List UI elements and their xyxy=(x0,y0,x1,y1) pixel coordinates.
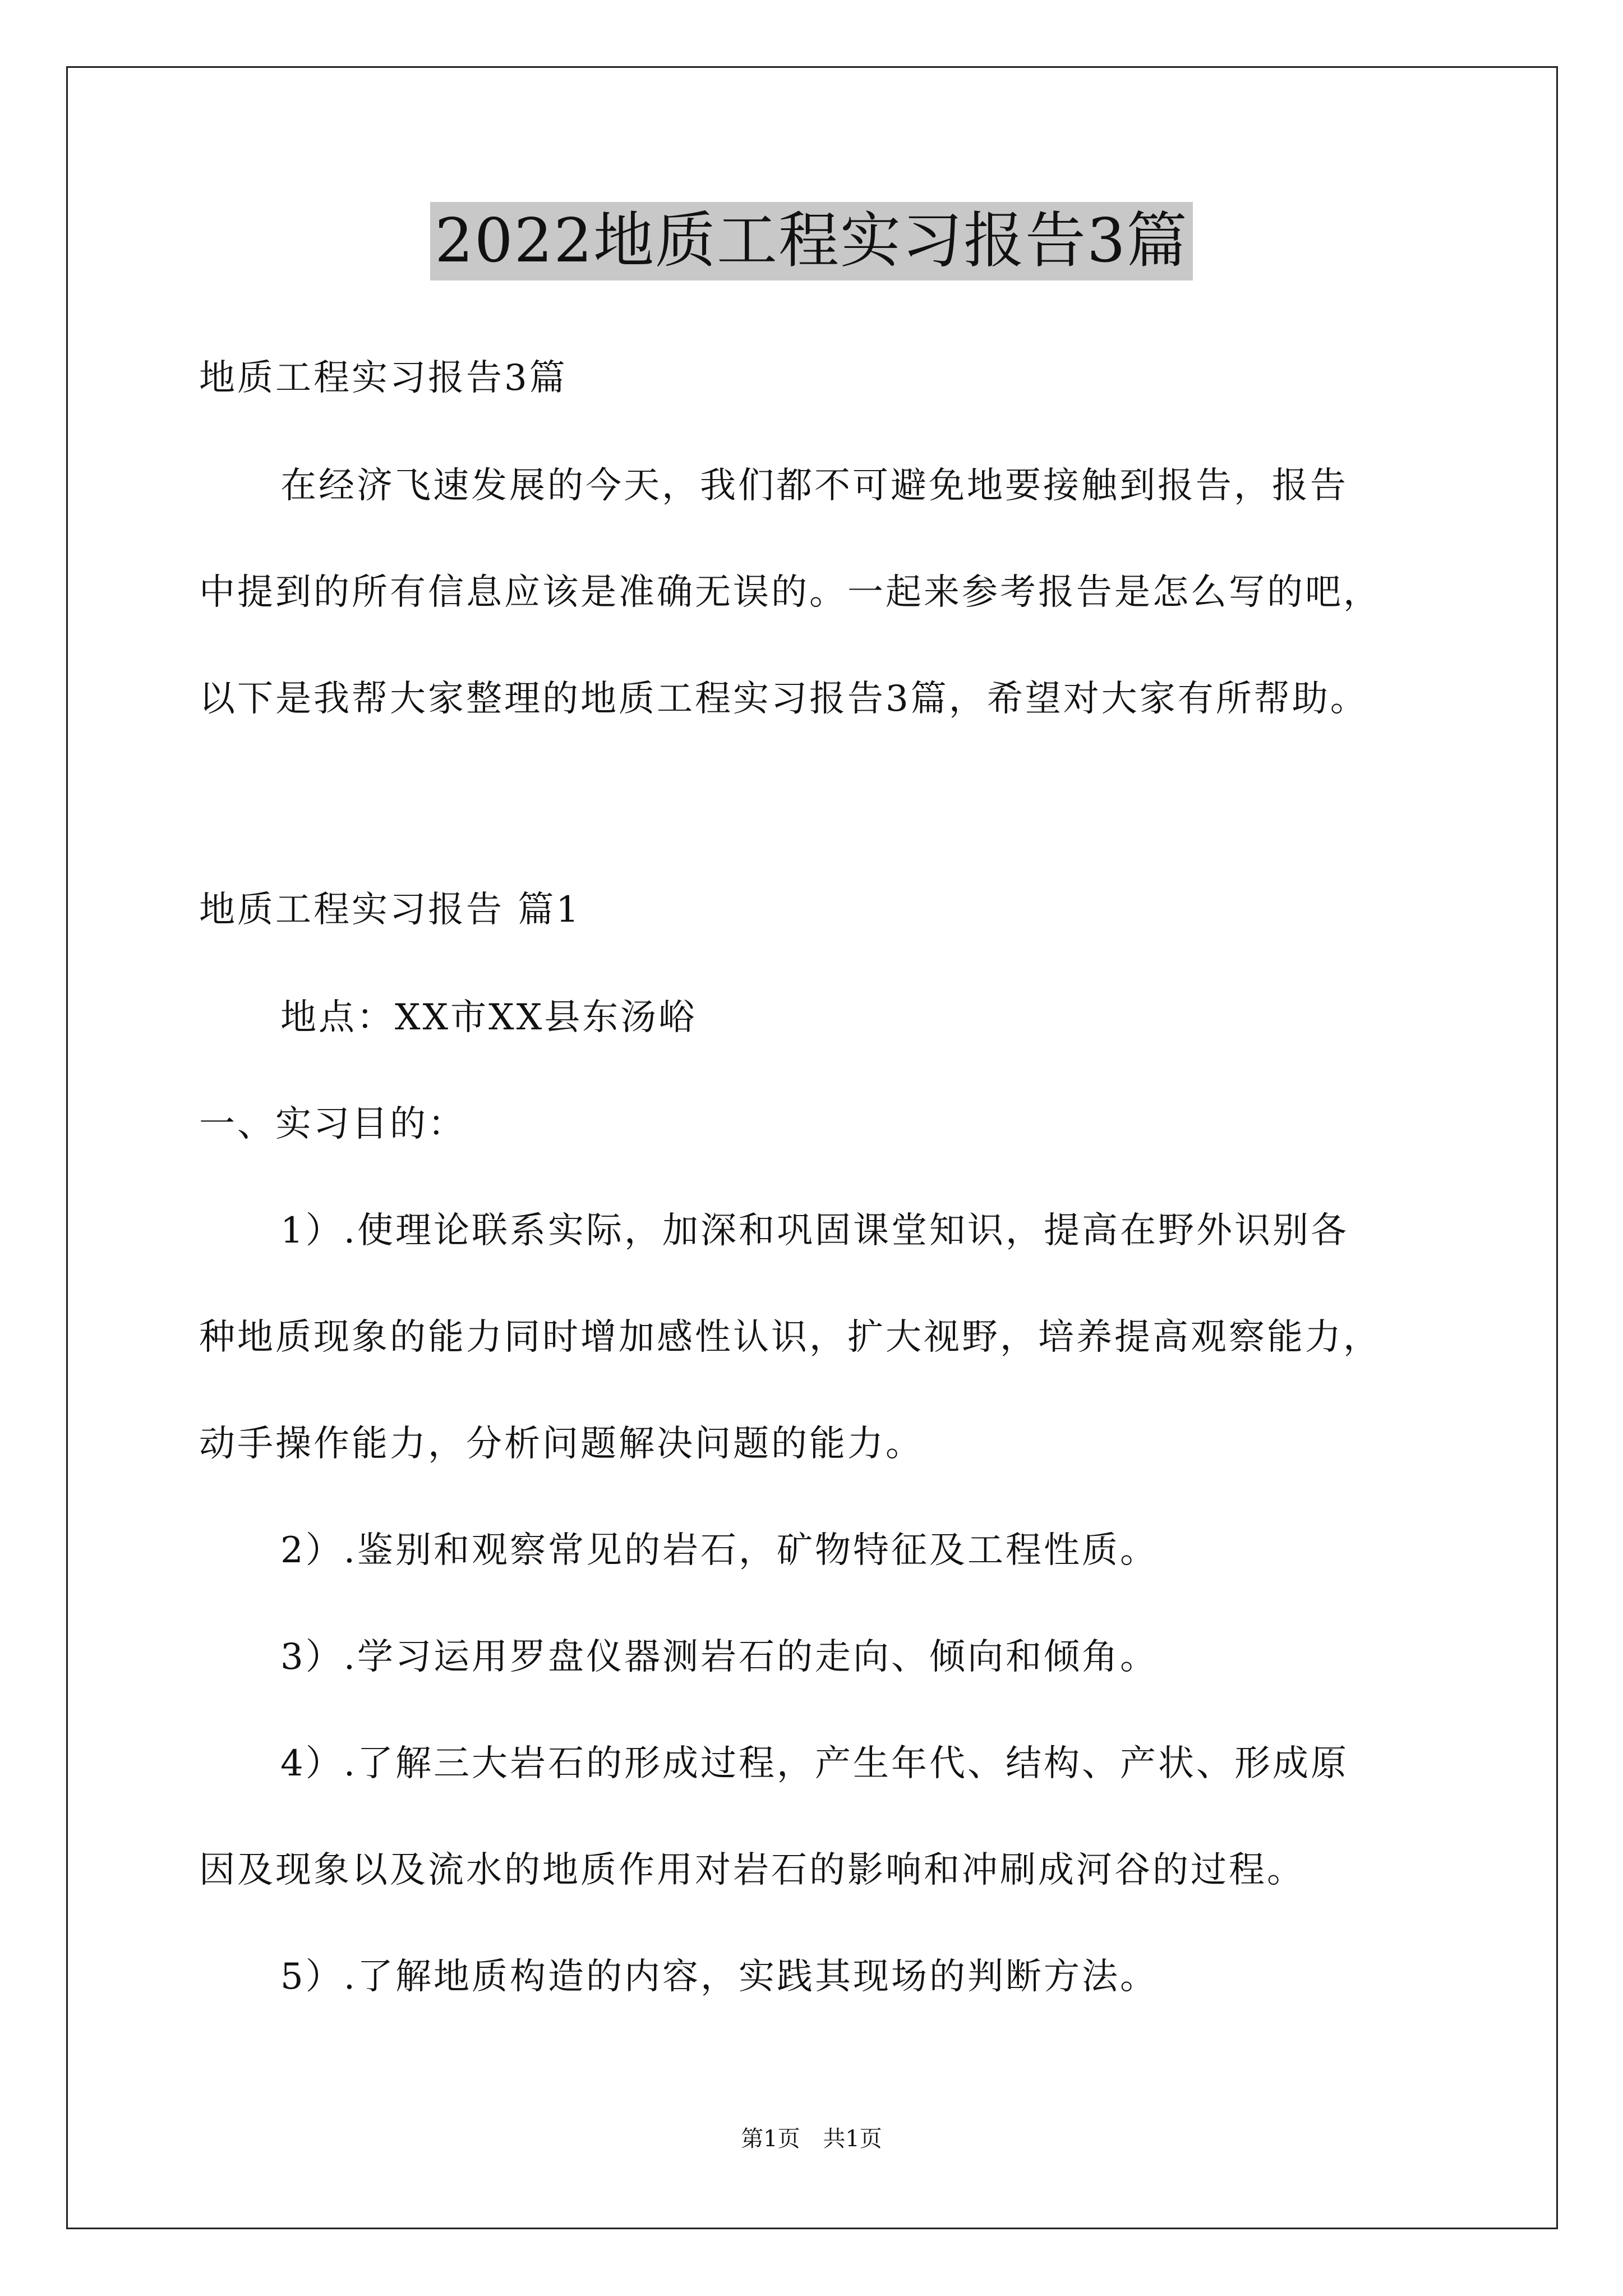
subtitle: 地质工程实习报告3篇 xyxy=(199,357,568,399)
intro-line-3: 以下是我帮大家整理的地质工程实习报告3篇，希望对大家有所帮助。 xyxy=(199,678,1368,720)
item4-line-2: 因及现象以及流水的地质作用对岩石的影响和冲刷成河谷的过程。 xyxy=(199,1849,1305,1891)
item2-line: 2）.鉴别和观察常见的岩石，矿物特征及工程性质。 xyxy=(280,1530,1159,1571)
intro-line-2: 中提到的所有信息应该是准确无误的。一起来参考报告是怎么写的吧， xyxy=(199,572,1381,613)
item3-line: 3）.学习运用罗盘仪器测岩石的走向、倾向和倾角。 xyxy=(280,1636,1159,1678)
location-line: 地点：XX市XX县东汤峪 xyxy=(280,997,697,1038)
item1-line-1: 1）.使理论联系实际，加深和巩固课堂知识，提高在野外识别各 xyxy=(280,1210,1349,1251)
title-wrapper xyxy=(0,202,1623,280)
section-heading: 地质工程实习报告 篇1 xyxy=(199,889,582,931)
page-total: 共1页 xyxy=(823,2126,882,2152)
page-footer xyxy=(0,2123,1623,2155)
item4-line-1: 4）.了解三大岩石的形成过程，产生年代、结构、产状、形成原 xyxy=(280,1743,1349,1784)
purpose-heading: 一、实习目的： xyxy=(199,1103,466,1145)
intro-line-1: 在经济飞速发展的今天，我们都不可避免地要接触到报告，报告 xyxy=(280,465,1348,507)
item5-line: 5）.了解地质构造的内容，实践其现场的判断方法。 xyxy=(280,1956,1159,1998)
page-number: 第1页 xyxy=(741,2126,800,2152)
item1-line-3: 动手操作能力，分析问题解决问题的能力。 xyxy=(199,1423,924,1465)
item1-line-2: 种地质现象的能力同时增加感性认识，扩大视野，培养提高观察能力， xyxy=(199,1317,1381,1358)
document-title: 2022地质工程实习报告3篇 xyxy=(430,202,1193,280)
